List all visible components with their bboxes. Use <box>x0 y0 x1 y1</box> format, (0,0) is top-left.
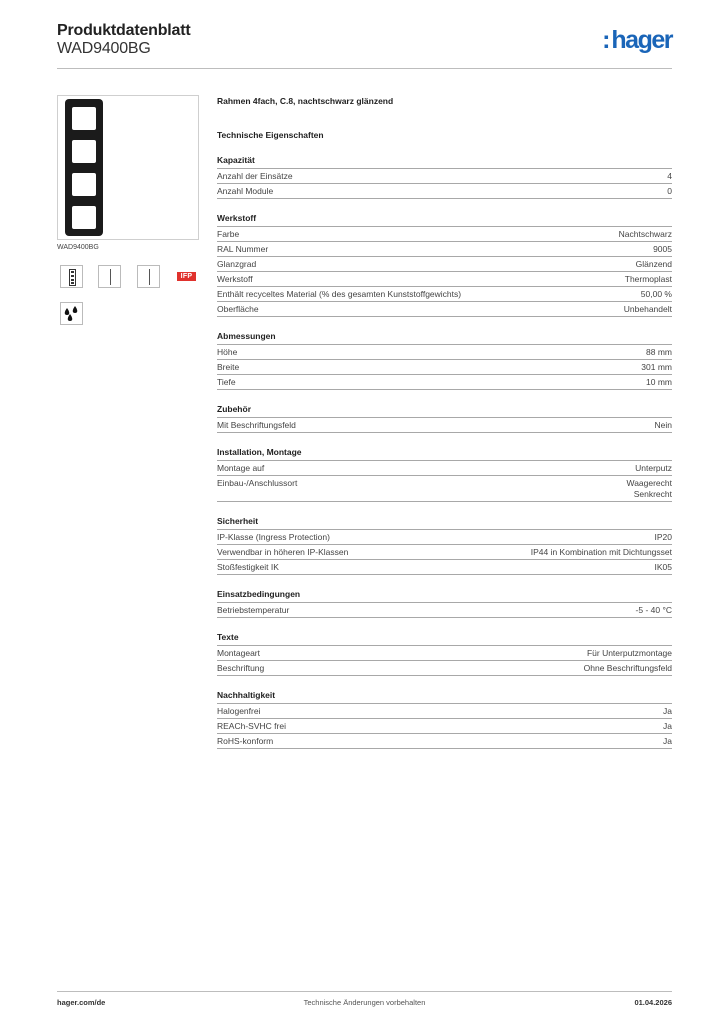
spec-group-title: Einsatzbedingungen <box>217 589 672 603</box>
spec-label: Werkstoff <box>217 274 253 284</box>
spec-group <box>217 331 672 390</box>
spec-label: Einbau-/Anschlussort <box>217 478 298 488</box>
spec-value: IP20 <box>654 532 672 542</box>
spec-group-title: Nachhaltigkeit <box>217 690 672 704</box>
technical-properties-heading: Technische Eigenschaften <box>217 130 324 140</box>
footer-divider <box>57 991 672 992</box>
spec-value: Ja <box>663 706 672 716</box>
spec-group <box>217 589 672 618</box>
spec-label: Breite <box>217 362 240 372</box>
spec-label: Tiefe <box>217 377 236 387</box>
spec-row <box>217 704 672 719</box>
spec-group-title: Werkstoff <box>217 213 672 227</box>
spec-group <box>217 447 672 502</box>
spec-label: Anzahl der Einsätze <box>217 171 293 181</box>
spec-label: Farbe <box>217 229 240 239</box>
spec-value: Nein <box>654 420 672 430</box>
spec-group-title: Abmessungen <box>217 331 672 345</box>
spec-group-title: Kapazität <box>217 155 672 169</box>
vertical-installation-icon <box>98 265 121 288</box>
header-divider <box>57 68 672 69</box>
logo-prefix: : <box>602 26 611 54</box>
spec-value: Thermoplast <box>624 274 672 284</box>
spec-label: RAL Nummer <box>217 244 269 254</box>
frame-opening <box>72 206 96 229</box>
spec-value: 9005 <box>653 244 672 254</box>
spec-row <box>217 257 672 272</box>
spec-value: IP44 in Kombination mit Dichtungsset <box>530 547 672 557</box>
spec-row <box>217 560 672 575</box>
spec-value: 50,00 % <box>640 289 672 299</box>
spec-label: Beschriftung <box>217 663 265 673</box>
spec-row <box>217 360 672 375</box>
spec-row <box>217 287 672 302</box>
spec-row <box>217 461 672 476</box>
image-caption: WAD9400BG <box>57 244 99 251</box>
spec-group <box>217 632 672 676</box>
spec-value: 10 mm <box>646 377 672 387</box>
spec-label: RoHS-konform <box>217 736 274 746</box>
water-drops-icon <box>60 302 83 325</box>
product-name: Rahmen 4fach, C.8, nachtschwarz glänzend <box>217 96 394 106</box>
frame-opening <box>72 107 96 130</box>
spec-group <box>217 516 672 575</box>
spec-row <box>217 375 672 390</box>
spec-label: Stoßfestigkeit IK <box>217 562 279 572</box>
spec-row <box>217 661 672 676</box>
spec-label: Montageart <box>217 648 260 658</box>
spec-group <box>217 690 672 749</box>
spec-group-title: Texte <box>217 632 672 646</box>
spec-row <box>217 476 672 502</box>
spec-row <box>217 345 672 360</box>
spec-value: Unterputz <box>635 463 672 473</box>
frame-4fold-picture <box>65 99 103 236</box>
spec-value: Waagerecht Senkrecht <box>626 478 672 499</box>
spec-value: 88 mm <box>646 347 672 357</box>
spec-value: 0 <box>667 186 672 196</box>
spec-value: Nachtschwarz <box>618 229 672 239</box>
spec-value: Ja <box>663 721 672 731</box>
spec-row <box>217 719 672 734</box>
spec-row <box>217 545 672 560</box>
product-image <box>57 95 199 240</box>
spec-group <box>217 404 672 433</box>
spec-label: Enthält recyceltes Material (% des gesamten Kunststoffgewichts) <box>217 289 462 299</box>
spec-row <box>217 272 672 287</box>
spec-label: Verwendbar in höheren IP-Klassen <box>217 547 349 557</box>
spec-group-title: Installation, Montage <box>217 447 672 461</box>
spec-value: Unbehandelt <box>623 304 672 314</box>
spec-row <box>217 646 672 661</box>
spec-row <box>217 530 672 545</box>
spec-label: Montage auf <box>217 463 265 473</box>
spec-value: 4 <box>667 171 672 181</box>
spec-row <box>217 169 672 184</box>
spec-label: Höhe <box>217 347 238 357</box>
spec-label: REACh-SVHC frei <box>217 721 286 731</box>
spec-label: Glanzgrad <box>217 259 257 269</box>
spec-label: Mit Beschriftungsfeld <box>217 420 296 430</box>
footer-website: hager.com/de <box>57 998 106 1007</box>
footer-date: 01.04.2026 <box>634 998 672 1007</box>
spec-label: IP-Klasse (Ingress Protection) <box>217 532 330 542</box>
spec-row <box>217 734 672 749</box>
spec-row <box>217 418 672 433</box>
spec-value: Ja <box>663 736 672 746</box>
spec-groups <box>217 155 672 749</box>
spec-row <box>217 184 672 199</box>
spec-group-title: Sicherheit <box>217 516 672 530</box>
spec-row <box>217 603 672 618</box>
spec-value: 301 mm <box>641 362 672 372</box>
spec-row <box>217 227 672 242</box>
spec-row <box>217 302 672 317</box>
spec-row <box>217 242 672 257</box>
spec-group <box>217 213 672 317</box>
frame-4fold-vertical-icon <box>60 265 83 288</box>
frame-opening <box>72 140 96 163</box>
spec-value: -5 - 40 °C <box>635 605 672 615</box>
ifp-label: IFP <box>177 272 196 281</box>
spec-group-title: Zubehör <box>217 404 672 418</box>
product-code: WAD9400BG <box>57 40 151 57</box>
document-title: Produktdatenblatt <box>57 22 191 39</box>
spec-value: IK05 <box>654 562 672 572</box>
frame-opening <box>72 173 96 196</box>
spec-label: Anzahl Module <box>217 186 274 196</box>
spec-value: Ohne Beschriftungsfeld <box>583 663 672 673</box>
specification-content <box>217 96 672 749</box>
spec-value: Glänzend <box>635 259 672 269</box>
spec-label: Halogenfrei <box>217 706 261 716</box>
spec-label: Oberfläche <box>217 304 259 314</box>
spec-group <box>217 155 672 199</box>
page-header <box>57 20 672 70</box>
vertical-line-icon <box>137 265 160 288</box>
footer-disclaimer: Technische Änderungen vorbehalten <box>303 998 426 1007</box>
ifp-certification-icon <box>175 265 198 288</box>
logo-text: hager <box>611 26 672 54</box>
spec-value: Für Unterputzmontage <box>586 648 672 658</box>
spec-label: Betriebstemperatur <box>217 605 290 615</box>
hager-logo <box>602 26 672 55</box>
